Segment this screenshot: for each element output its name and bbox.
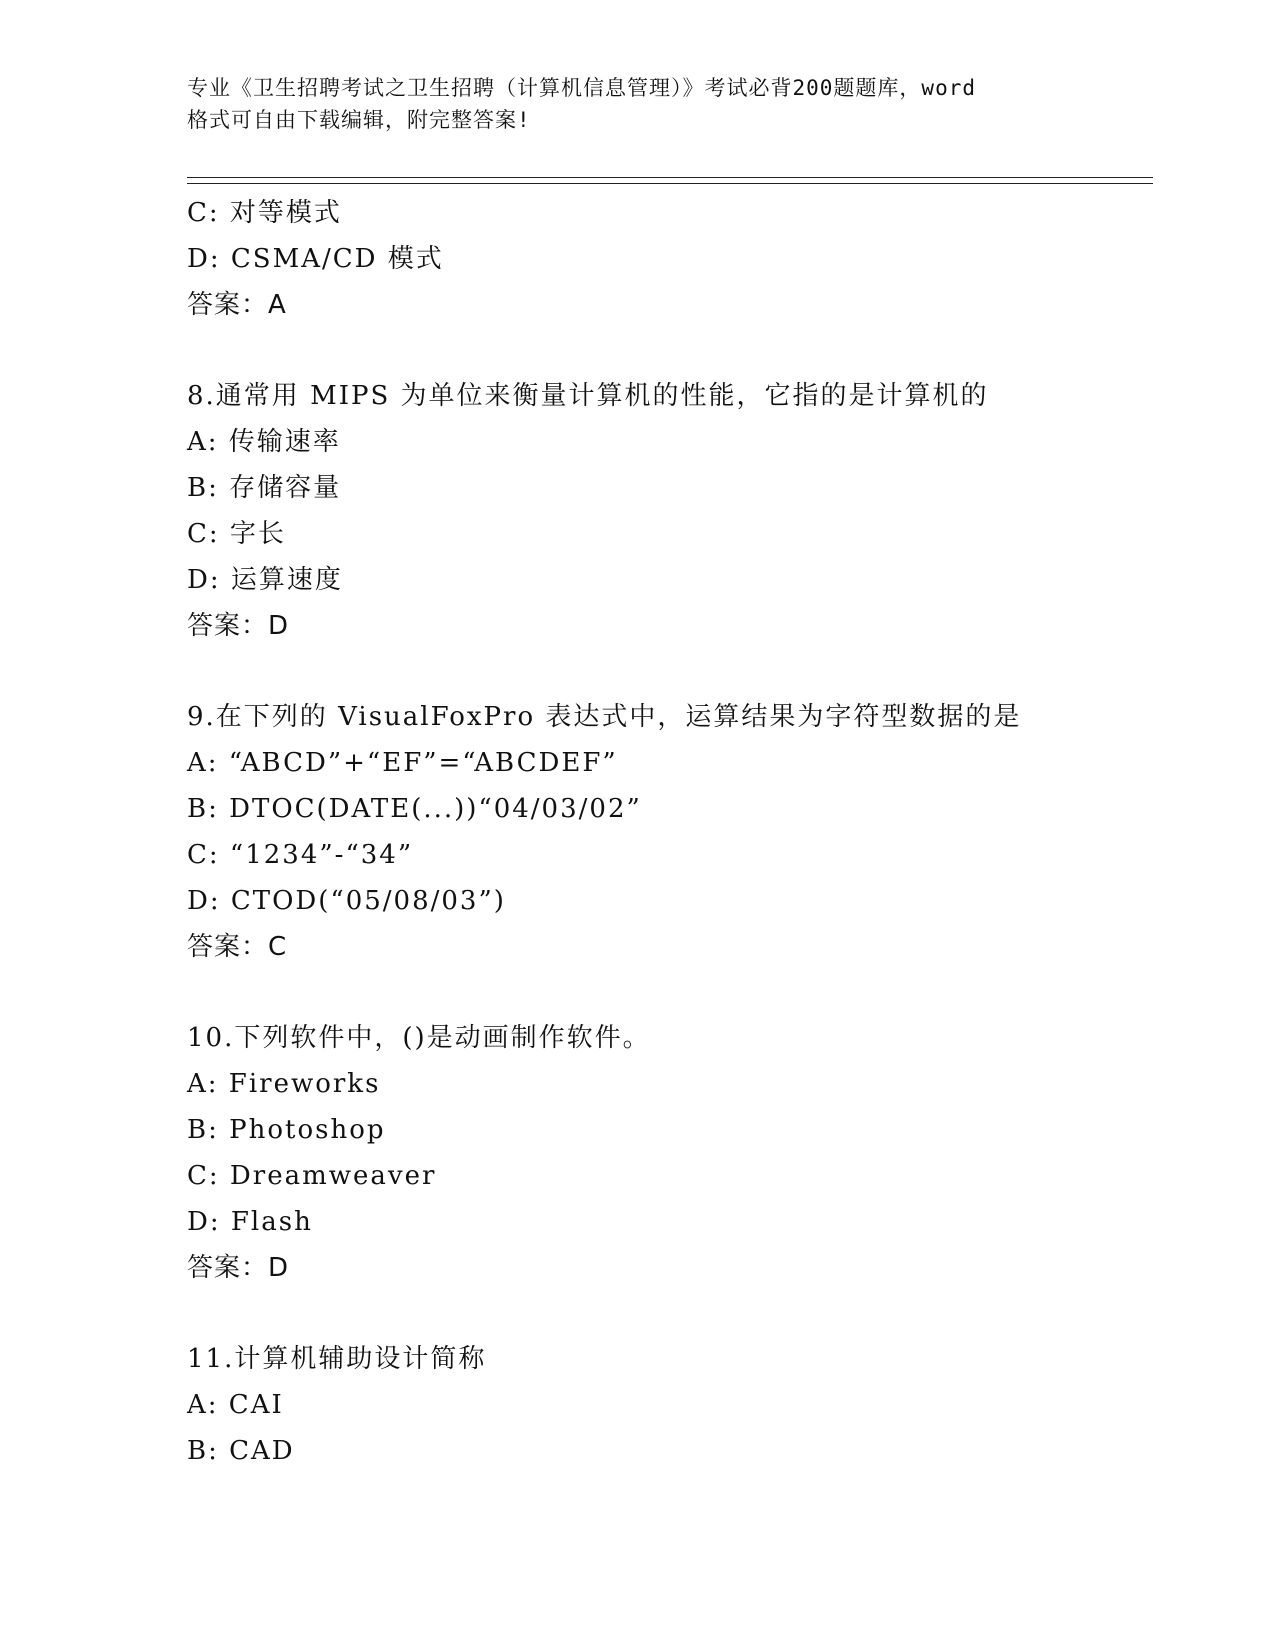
option-d: D: Flash bbox=[187, 1207, 313, 1237]
question-stem: 8.通常用 MIPS 为单位来衡量计算机的性能，它指的是计算机的 bbox=[187, 381, 989, 411]
option-d: D: CSMA/CD 模式 bbox=[187, 244, 444, 274]
option-d: D: 运算速度 bbox=[187, 565, 343, 595]
option-a: A: “ABCD”+“EF”=“ABCDEF” bbox=[187, 748, 618, 778]
header-line-1: 专业《卫生招聘考试之卫生招聘（计算机信息管理）》考试必背200题题库，word bbox=[187, 76, 976, 100]
answer-line: 答案：D bbox=[187, 611, 290, 641]
option-b: B: 存储容量 bbox=[187, 473, 342, 503]
answer-line: 答案：C bbox=[187, 932, 288, 962]
answer-line: 答案：A bbox=[187, 290, 287, 320]
header-divider-top bbox=[187, 177, 1153, 178]
question-9 bbox=[187, 694, 1153, 970]
question-10 bbox=[187, 1015, 1153, 1291]
option-d: D: CTOD(“05/08/03”) bbox=[187, 886, 506, 916]
document-header bbox=[187, 72, 1087, 136]
question-fragment bbox=[187, 190, 1153, 328]
option-a: A: Fireworks bbox=[187, 1069, 381, 1099]
option-c: C: 对等模式 bbox=[187, 198, 342, 228]
option-c: C: Dreamweaver bbox=[187, 1161, 437, 1191]
question-stem: 9.在下列的 VisualFoxPro 表达式中，运算结果为字符型数据的是 bbox=[187, 702, 1022, 732]
option-b: B: CAD bbox=[187, 1436, 295, 1466]
answer-line: 答案：D bbox=[187, 1253, 290, 1283]
option-b: B: DTOC(DATE(...))“04/03/02” bbox=[187, 794, 642, 824]
question-11 bbox=[187, 1336, 1153, 1474]
option-b: B: Photoshop bbox=[187, 1115, 386, 1145]
option-c: C: 字长 bbox=[187, 519, 286, 549]
question-8 bbox=[187, 373, 1153, 649]
header-divider-bottom bbox=[187, 183, 1153, 184]
option-a: A: 传输速率 bbox=[187, 427, 341, 457]
header-line-2: 格式可自由下载编辑，附完整答案! bbox=[187, 108, 531, 132]
question-stem: 11.计算机辅助设计简称 bbox=[187, 1344, 487, 1374]
option-a: A: CAI bbox=[187, 1390, 284, 1420]
question-stem: 10.下列软件中，()是动画制作软件。 bbox=[187, 1023, 651, 1053]
question-list bbox=[187, 190, 1153, 1474]
option-c: C: “1234”-“34” bbox=[187, 840, 414, 870]
